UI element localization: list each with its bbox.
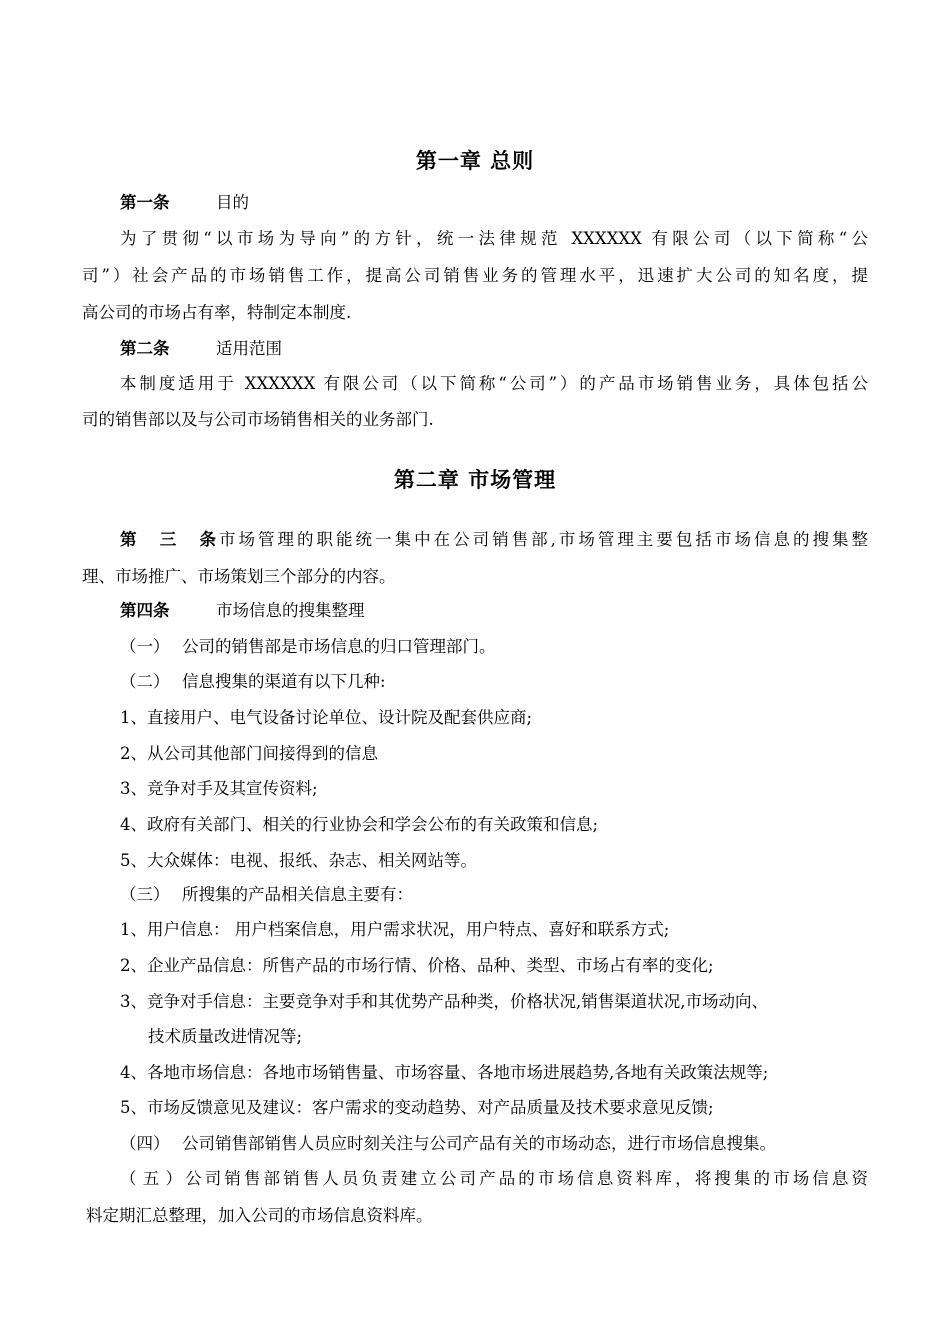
article-4-title: 市场信息的搜集整理 [216,601,365,620]
item-5-mark: （五） [120,1169,182,1188]
article-4-label: 第四条 [120,601,170,620]
article-2-heading [120,338,282,360]
article-1-line-3: 高公司的市场占有率，特制定本制度. [82,303,352,322]
info-item: 1、用户信息： 用户档案信息，用户需求状况，用户特点、喜好和联系方式; [120,920,670,939]
article-1-label: 第一条 [120,193,170,212]
item-1-text: 公司的销售部是市场信息的归口管理部门。 [182,637,496,656]
article-2-title: 适用范围 [216,339,282,358]
chapter-1-title: 第一章 总则 [415,149,535,173]
channel-item: 5、大众媒体：电视、报纸、杂志、相关网站等。 [120,851,477,870]
channel-item: 3、竞争对手及其宣传资料; [120,779,318,798]
article-3-label: 第三条 [120,530,216,549]
item-5-text-1: 公司销售部销售人员负责建立公司产品的市场信息资料库，将搜集的市场信息资 [182,1169,868,1188]
channel-item: 1、直接用户、电气设备讨论单位、设计院及配套供应商; [120,708,533,727]
article-1-line-1: 为了贯彻“以市场为导向”的方针，统一法律规范 XXXXXX 有限公司（以下简称“公 [120,229,868,248]
article-4-item-2 [120,671,386,693]
info-item: 5、市场反馈意见及建议：客户需求的变动趋势、对产品质量及技术要求意见反馈; [120,1098,714,1117]
article-1-title: 目的 [216,193,249,212]
info-item-continuation: 技术质量改进情况等; [148,1027,303,1046]
article-3-text-1: 市场管理的职能统一集中在公司销售部,市场管理主要包括市场信息的搜集整 [216,530,868,549]
article-4-item-1 [120,636,496,658]
chapter-2-title: 第二章 市场管理 [393,468,557,492]
article-2-label: 第二条 [120,339,170,358]
item-3-text: 所搜集的产品相关信息主要有： [182,885,413,904]
article-2-line-1: 本制度适用于 XXXXXX 有限公司（以下简称“公司”）的产品市场销售业务，具体包括公 [120,374,868,393]
article-4-item-4 [120,1133,776,1155]
info-item: 2、企业产品信息：所售产品的市场行情、价格、品种、类型、市场占有率的变化; [120,956,714,975]
article-3-line-2: 理、市场推广、市场策划三个部分的内容。 [82,567,396,586]
info-item: 3、竞争对手信息：主要竞争对手和其优势产品种类，价格状况,销售渠道状况,市场动向、 [120,992,768,1011]
channel-item: 2、从公司其他部门间接得到的信息 [120,744,378,763]
article-3-line-1 [120,529,868,551]
item-1-mark: （一） [120,637,170,656]
item-4-text: 公司销售部销售人员应时刻关注与公司产品有关的市场动态，进行市场信息搜集。 [182,1134,776,1153]
article-1-line-2: 司”）社会产品的市场销售工作，提高公司销售业务的管理水平，迅速扩大公司的知名度，提 [82,266,868,285]
article-4-item-5 [120,1168,868,1190]
item-2-text: 信息搜集的渠道有以下几种: [182,672,386,691]
article-4-heading [120,600,365,622]
item-4-mark: （四） [120,1134,170,1153]
item-5-text-2: 料定期汇总整理，加入公司的市场信息资料库。 [86,1206,433,1225]
info-item: 4、各地市场信息：各地市场销售量、市场容量、各地市场进展趋势,各地有关政策法规等; [120,1063,769,1082]
article-2-line-2: 司的销售部以及与公司市场销售相关的业务部门. [82,410,434,429]
article-1-heading [120,192,249,214]
item-3-mark: （三） [120,885,170,904]
channel-item: 4、政府有关部门、相关的行业协会和学会公布的有关政策和信息; [120,815,599,834]
item-2-mark: （二） [120,672,170,691]
article-4-item-3 [120,884,413,906]
